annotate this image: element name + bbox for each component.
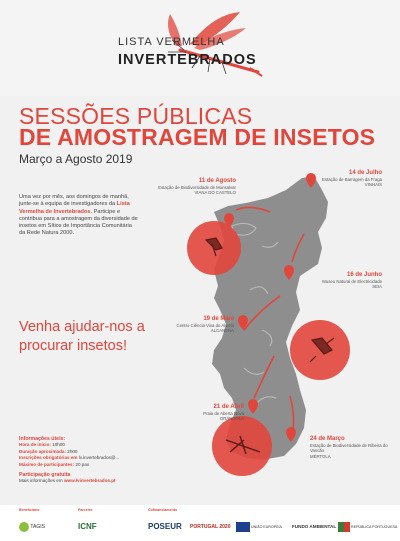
logo-tagis [19,521,45,533]
session-place: Estação de Biodiversidade de Monsalvar [158,185,236,190]
caption-partner: Parceiro [78,508,93,512]
logo-tagis-text: TAGIS [30,524,45,530]
intro-text-2: . Participe e contribua para a amostragem da diversidade de insetos em Sítios de Importância Comunitária da Rede Natura 2000. [19,208,138,237]
headline-line1: SESSÕES PÚBLICAS [19,103,253,129]
period-text: Março a Agosto 2019 [19,152,133,166]
session-place: Estação de Biodiversidade de Ribeira do Vascão [310,443,388,454]
session-region: VINHAIS [364,182,382,188]
info-start-label: Hora de início: [19,442,51,448]
session-label-seia [294,272,382,290]
session-date: 11 de Agosto [198,178,236,184]
intro-text-1: Uma vez por mês, aos domingos de manhã, junte-se à equipa de investigadores da [19,194,129,208]
headline-line2: DE AMOSTRAGEM DE INSETOS [19,124,376,150]
footer-logos [0,505,400,541]
logo-fundo-text: FUNDO AMBIENTAL [292,524,337,529]
callout-line2: procurar insetos! [19,338,127,354]
info-signup-label: Inscrições obrigatórias em [19,455,78,461]
session-date: 14 de Julho [348,170,382,176]
session-label-alcanena [150,316,234,334]
session-region: GRÂNDOLA [219,416,244,422]
info-duration-value: 2h00 [67,448,78,454]
info-more-label: Mais informações em [19,478,63,484]
session-label-viana [150,178,236,196]
info-free-heading: Participação gratuita [19,472,71,479]
info-heading: Informações úteis: [19,436,66,442]
info-max-label: Máximo de participantes: [19,461,75,467]
logo-poseur [148,521,182,533]
session-label-vinhais [296,170,382,188]
info-start-value: 10h00 [52,442,65,448]
brand-title: INVERTEBRADOS [118,52,257,68]
session-date: 16 de Junho [346,272,382,278]
session-region: SEIA [372,284,382,290]
session-region: MÉRTOLA [310,453,331,459]
caption-cofinance: Cofinanciamento [148,508,178,512]
intro-paragraph [19,194,139,238]
logo-republica [338,521,397,533]
session-date: 19 de Maio [203,316,234,322]
intro-highlight: Lista Vermelha de Invertebrados [19,201,130,215]
session-date: 21 de Abril [213,404,244,410]
session-date: 24 de Março [310,436,345,442]
logo-poseur-text: POSEUR [148,522,182,531]
session-place: Centro Ciência Viva do Alviela [176,323,234,328]
session-place: Museu Natural de Electricidade [322,279,382,284]
logo-republica-text: REPÚBLICA PORTUGUESA [351,525,398,529]
logo-eu [236,521,282,533]
logo-fundo-ambiental [292,521,336,533]
info-website-link[interactable]: www.lvinvertebrados.pt [63,478,116,484]
info-duration-label: Duração aproximada: [19,448,66,454]
session-label-mertola [310,436,390,459]
brand-subtitle: LISTA VERMELHA [118,36,225,48]
session-label-grandola [150,404,244,422]
session-region: VIANA DO CASTELO [194,190,236,196]
logo-portugal2020 [190,521,230,533]
logo-icnf [78,521,97,533]
caption-beneficiary: Beneficiário [19,508,40,512]
logo-icnf-text: ICNF [78,522,97,531]
info-max-value: 20 pax [75,461,90,467]
session-place: Praia de Aberta Nova [203,411,244,416]
logo-eu-text: UNIÃO EUROPEIA [251,525,282,529]
logo-portugal2020-text: PORTUGAL 2020 [190,524,231,530]
info-signup-email[interactable]: lv.invertebrados@... [78,455,120,461]
session-region: ALCANENA [210,328,234,334]
callout-line1: Venha ajudar-nos a [19,319,145,335]
session-place: Estação de Barragem da Fraga [322,177,382,182]
